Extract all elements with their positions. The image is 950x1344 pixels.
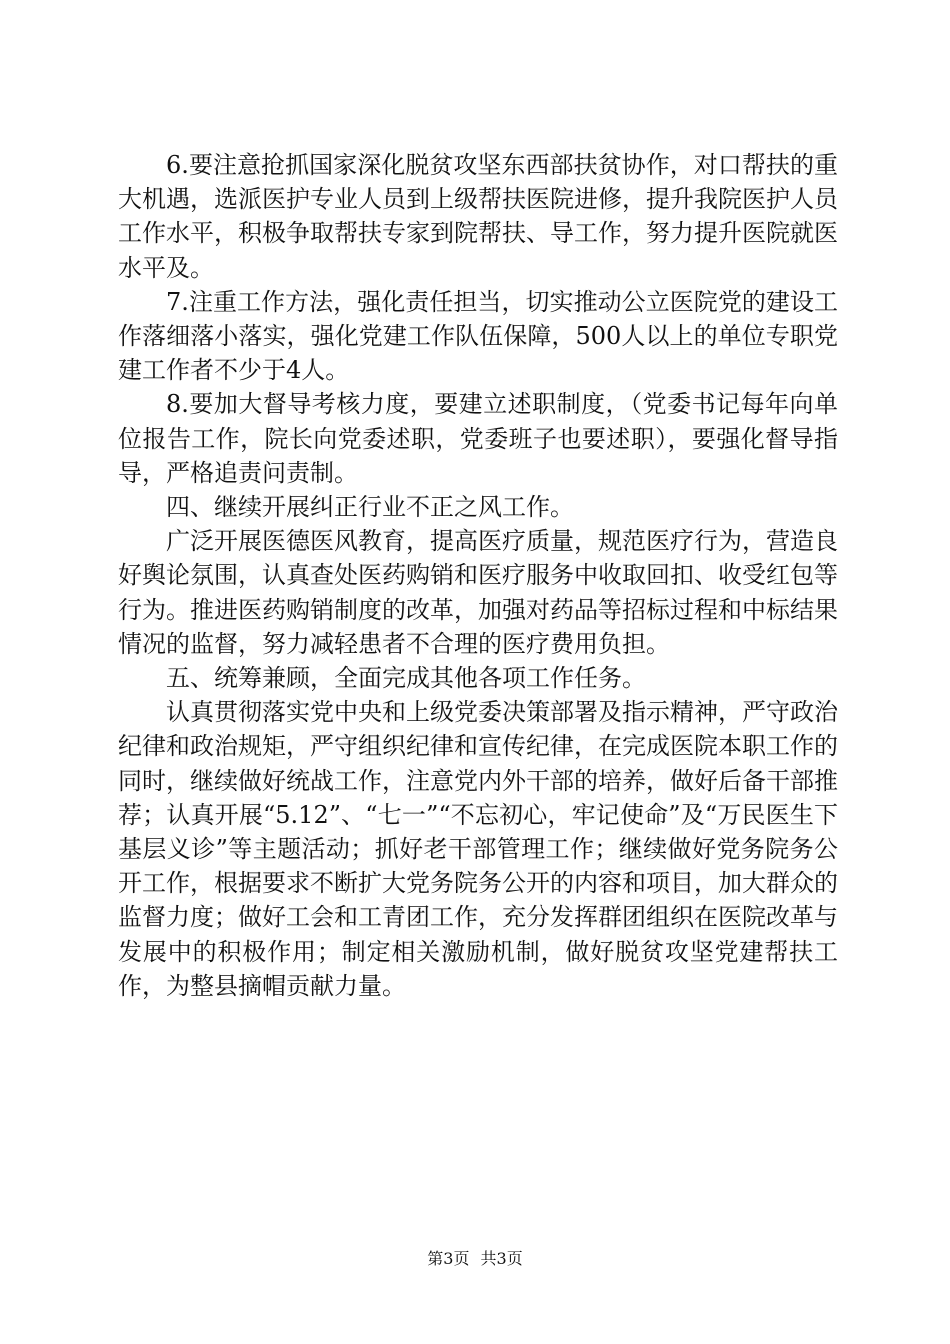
- document-body: [118, 148, 838, 1003]
- page-total: 共3页: [480, 1249, 523, 1268]
- paragraph-section-5-body: 认真贯彻落实党中央和上级党委决策部署及指示精神，严守政治纪律和政治规矩，严守组织纪律和宣传纪律，在完成医院本职工作的同时，继续做好统战工作，注意党内外干部的培养，做好后备干部推荐；认真开展“5.12”、“七一”“不忘初心，牢记使命”及“万民医生下基层义诊”等主题活动；抓好老干部管理工作；继续做好党务院务公开工作，根据要求不断扩大党务院务公开的内容和项目，加大群众的监督力度；做好工会和工青团工作，充分发挥群团组织在医院改革与发展中的积极作用；制定相关激励机制，做好脱贫攻坚党建帮扶工作，为整县摘帽贡献力量。: [118, 698, 838, 1000]
- paragraph-section-4-body: 广泛开展医德医风教育，提高医疗质量，规范医疗行为，营造良好舆论氛围，认真查处医药购销和医疗服务中收取回扣、收受红包等行为。推进医药购销制度的改革，加强对药品等招标过程和中标结果情况的监督，努力减轻患者不合理的医疗费用负担。: [118, 527, 838, 658]
- page-number: 第3页: [427, 1249, 470, 1268]
- section-heading-4: 四、继续开展纠正行业不正之风工作。: [166, 493, 574, 522]
- paragraph-item-8: 8.要加大督导考核力度，要建立述职制度，（党委书记每年向单位报告工作，院长向党委述职，党委班子也要述职），要强化督导指导，严格追责问责制。: [118, 390, 838, 487]
- section-heading-5: 五、统筹兼顾，全面完成其他各项工作任务。: [166, 664, 646, 693]
- paragraph-item-7: 7.注重工作方法，强化责任担当，切实推动公立医院党的建设工作落细落小落实，强化党建工作队伍保障，500人以上的单位专职党建工作者不少于4人。: [118, 287, 838, 385]
- paragraph-item-6: 6.要注意抢抓国家深化脱贫攻坚东西部扶贫协作，对口帮扶的重大机遇，选派医护专业人员到上级帮扶医院进修，提升我院医护人员工作水平，积极争取帮扶专家到院帮扶、导工作，努力提升医院就医水平及。: [118, 151, 838, 282]
- page-footer: [0, 1246, 950, 1269]
